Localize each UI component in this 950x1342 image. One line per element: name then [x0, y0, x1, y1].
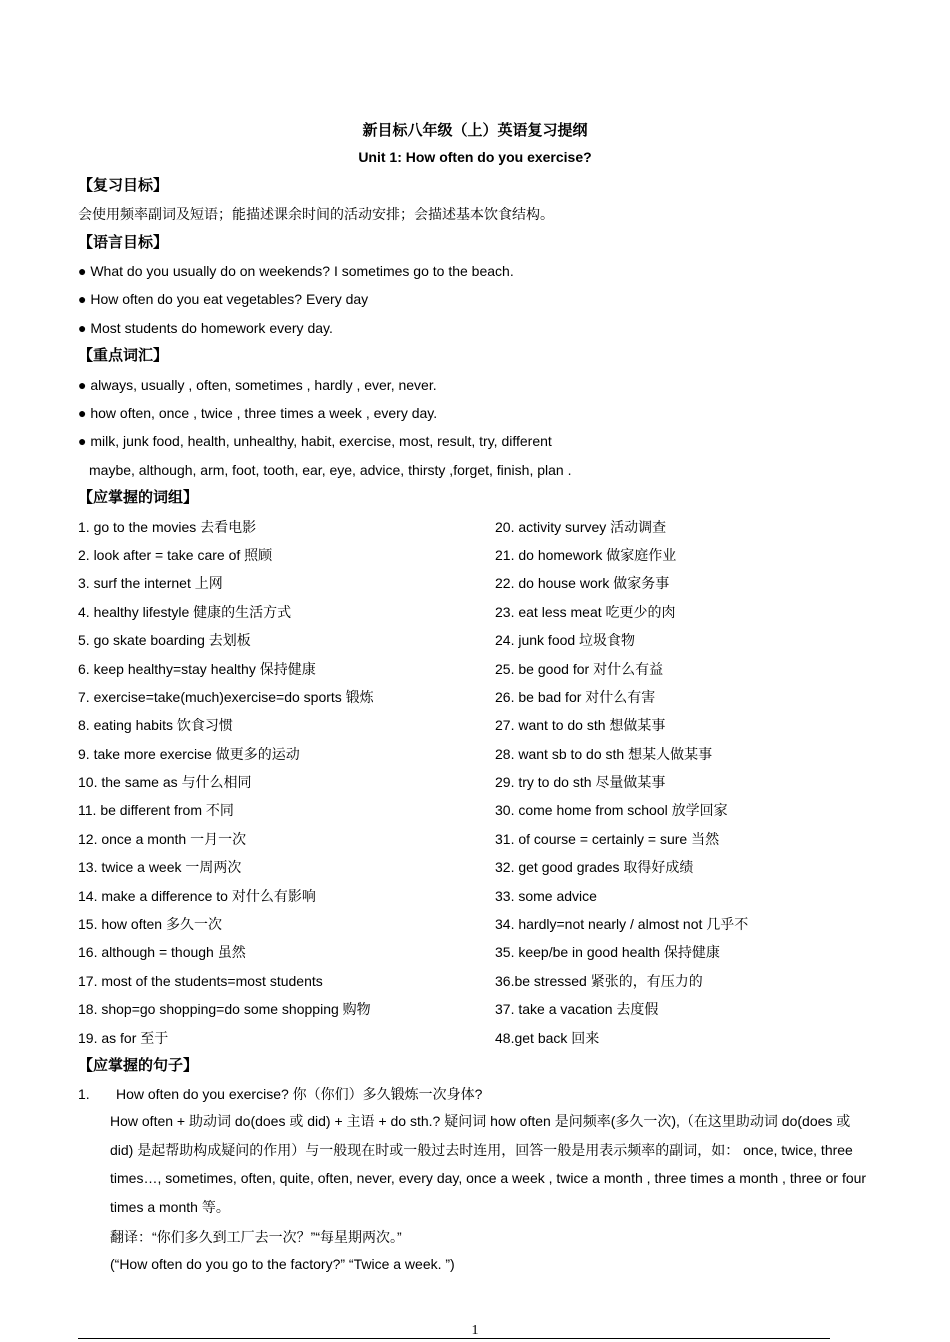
language-goal-heading: 【语言目标】: [78, 234, 169, 251]
sentence-number: 1.: [78, 1086, 90, 1102]
phrase-item: 14. make a difference to 对什么有影响: [78, 888, 316, 904]
phrase-item: 31. of course = certainly = sure 当然: [495, 831, 720, 847]
phrase-item: 12. once a month 一月一次: [78, 831, 247, 847]
phrase-item: 22. do house work 做家务事: [495, 575, 670, 591]
page-number: 1: [471, 1323, 479, 1338]
sentence-text: How often do you exercise? 你（你们）多久锻炼一次身体?: [116, 1086, 483, 1102]
phrase-item: 15. how often 多久一次: [78, 916, 222, 932]
translation-answer: (“How often do you go to the factory?” “Twice a week. ”): [110, 1256, 455, 1272]
phrase-item: 11. be different from 不同: [78, 802, 234, 818]
phrase-item: 27. want to do sth 想做某事: [495, 717, 666, 733]
phrase-item: 23. eat less meat 吃更少的肉: [495, 604, 676, 620]
phrase-item: 37. take a vacation 去度假: [495, 1001, 659, 1017]
vocab-item: ● always, usually , often, sometimes , hardly , ever, never.: [78, 377, 437, 393]
phrase-item: 25. be good for 对什么有益: [495, 661, 664, 677]
phrase-item: 1. go to the movies 去看电影: [78, 519, 257, 535]
phrase-item: 10. the same as 与什么相同: [78, 774, 252, 790]
phrase-item: 24. junk food 垃圾食物: [495, 632, 636, 648]
phrase-item: 17. most of the students=most students: [78, 973, 323, 989]
phrase-item: 3. surf the internet 上网: [78, 575, 223, 591]
phrase-item: 26. be bad for 对什么有害: [495, 689, 656, 705]
phrase-item: 21. do homework 做家庭作业: [495, 547, 677, 563]
phrase-item: 6. keep healthy=stay healthy 保持健康: [78, 661, 316, 677]
phrase-item: 19. as for 至于: [78, 1030, 169, 1046]
phrase-item: 29. try to do sth 尽量做某事: [495, 774, 666, 790]
phrase-item: 32. get good grades 取得好成绩: [495, 859, 694, 875]
phrase-item: 35. keep/be in good health 保持健康: [495, 944, 720, 960]
footer-divider: [78, 1338, 830, 1339]
phrase-item: 4. healthy lifestyle 健康的生活方式: [78, 604, 292, 620]
phrase-item: 18. shop=go shopping=do some shopping 购物: [78, 1001, 371, 1017]
vocab-heading: 【重点词汇】: [78, 347, 169, 364]
phrase-item: 28. want sb to do sth 想某人做某事: [495, 746, 713, 762]
phrase-item: 30. come home from school 放学回家: [495, 802, 728, 818]
unit-subtitle: Unit 1: How often do you exercise?: [358, 149, 592, 165]
language-goal-item: ● How often do you eat vegetables? Every day: [78, 291, 369, 307]
phrase-item: 48.get back 回来: [495, 1030, 600, 1046]
review-goal-text: 会使用频率副词及短语；能描述课余时间的活动安排；会描述基本饮食结构。: [78, 206, 554, 222]
review-goal-heading: 【复习目标】: [78, 177, 169, 194]
phrase-item: 2. look after = take care of 照顾: [78, 547, 273, 563]
vocab-item: ● how often, once , twice , three times a week , every day.: [78, 405, 438, 421]
phrase-item: 33. some advice: [495, 888, 597, 904]
phrase-item: 5. go skate boarding 去划板: [78, 632, 251, 648]
vocab-item: maybe, although, arm, foot, tooth, ear, eye, advice, thirsty ,forget, finish, plan .: [89, 462, 572, 478]
phrase-item: 9. take more exercise 做更多的运动: [78, 746, 300, 762]
language-goal-item: ● What do you usually do on weekends? I sometimes go to the beach.: [78, 263, 514, 279]
language-goal-item: ● Most students do homework every day.: [78, 320, 333, 336]
sentence-explanation: How often + 助动词 do(does 或 did) + 主语 + do sth.? 疑问词 how often 是问频率(多久一次),（在这里助动词 do(does 或 did) 是起帮助构成疑问的作用）与一般现在时或一般过去时连用，回答一般是用表示频率的副词，如： once, twice, three times…, sometimes, often, quite, often, never, every day, once a week , twice a month , three times a month , three or four times a month 等。: [110, 1113, 867, 1215]
phrases-heading: 【应掌握的词组】: [78, 489, 199, 506]
phrase-item: 34. hardly=not nearly / almost not 几乎不: [495, 916, 749, 932]
translation-prompt: 翻译：“你们多久到工厂去一次？”“每星期两次。”: [110, 1229, 402, 1245]
phrase-item: 16. although = though 虽然: [78, 944, 246, 960]
phrase-item: 13. twice a week 一周两次: [78, 859, 242, 875]
document-title: 新目标八年级（上）英语复习提纲: [362, 122, 588, 139]
phrase-item: 36.be stressed 紧张的，有压力的: [495, 973, 703, 989]
phrase-item: 20. activity survey 活动调查: [495, 519, 667, 535]
sentences-heading: 【应掌握的句子】: [78, 1057, 199, 1074]
phrase-item: 7. exercise=take(much)exercise=do sports 锻炼: [78, 689, 374, 705]
phrase-item: 8. eating habits 饮食习惯: [78, 717, 233, 733]
vocab-item: ● milk, junk food, health, unhealthy, habit, exercise, most, result, try, different: [78, 433, 552, 449]
